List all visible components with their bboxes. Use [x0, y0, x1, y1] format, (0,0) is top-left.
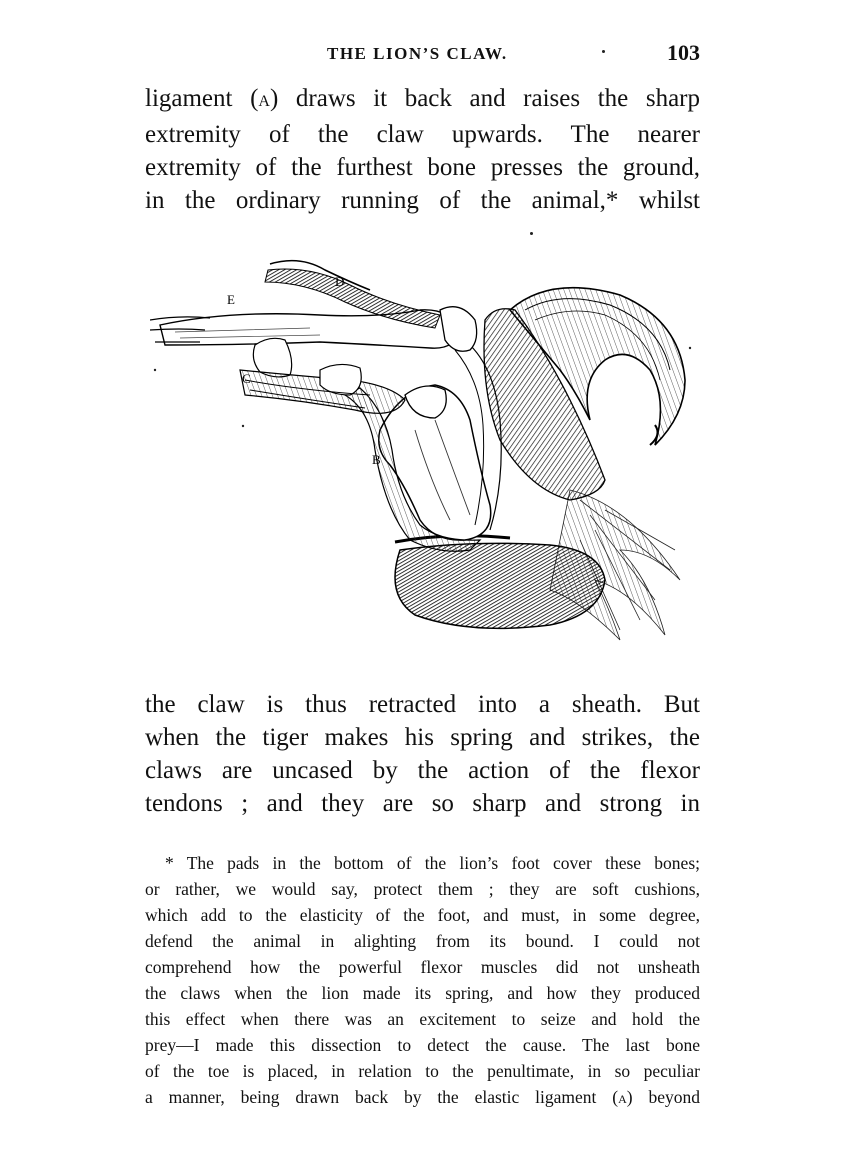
stray-dot [530, 232, 533, 235]
footnote-line: prey—I made this dissection to detect the cause. The last bone [145, 1035, 700, 1055]
figure-label-b: B [372, 452, 381, 467]
figure-label-c: C [242, 371, 251, 386]
footnote-line: which add to the elasticity of the foot, and must, in some degree, [145, 905, 700, 925]
text-line: the claw is thus retracted into a sheath. But [145, 691, 700, 718]
text-line: tendons ; and they are so sharp and strong in [145, 790, 700, 817]
footnote-line: * The pads in the bottom of the lion’s foot cover these bones; [165, 853, 700, 873]
footnote [145, 850, 700, 1112]
text-line: claws are uncased by the action of the flexor [145, 757, 700, 784]
footnote-line: the claws when the lion made its spring, and how they produced [145, 983, 700, 1003]
stray-dot [602, 50, 605, 53]
footnote-line: this effect when there was an excitement to seize and hold the [145, 1009, 700, 1029]
footnote-line: a manner, being drawn back by the elastic ligament (A) beyond [145, 1087, 700, 1107]
text-line: when the tiger makes his spring and strikes, the [145, 724, 700, 751]
text-line: ligament (A) draws it back and raises the sharp [145, 85, 700, 112]
claw-dissection-engraving [150, 250, 695, 650]
foot-pad [395, 536, 605, 629]
footnote-line: or rather, we would say, protect them ; they are soft cushions, [145, 879, 700, 899]
text-line: in the ordinary running of the animal,* whilst [145, 187, 700, 214]
body-paragraph-bottom [145, 688, 700, 820]
footnote-line: of the toe is placed, in relation to the penultimate, in so peculiar [145, 1061, 700, 1081]
text-line: extremity of the claw upwards. The nearer [145, 121, 700, 148]
footnote-line: comprehend how the powerful flexor muscles did not unsheath [145, 957, 700, 977]
figure-label-d: D [335, 274, 345, 289]
text-line: extremity of the furthest bone presses the ground, [145, 154, 700, 181]
footnote-line: defend the animal in alighting from its bound. I could not [145, 931, 700, 951]
body-paragraph-top [145, 82, 700, 217]
page-number: 103 [667, 40, 700, 65]
running-title: THE LION’S CLAW. [327, 44, 508, 63]
running-head [145, 40, 700, 70]
figure-label-e: E [227, 292, 235, 307]
